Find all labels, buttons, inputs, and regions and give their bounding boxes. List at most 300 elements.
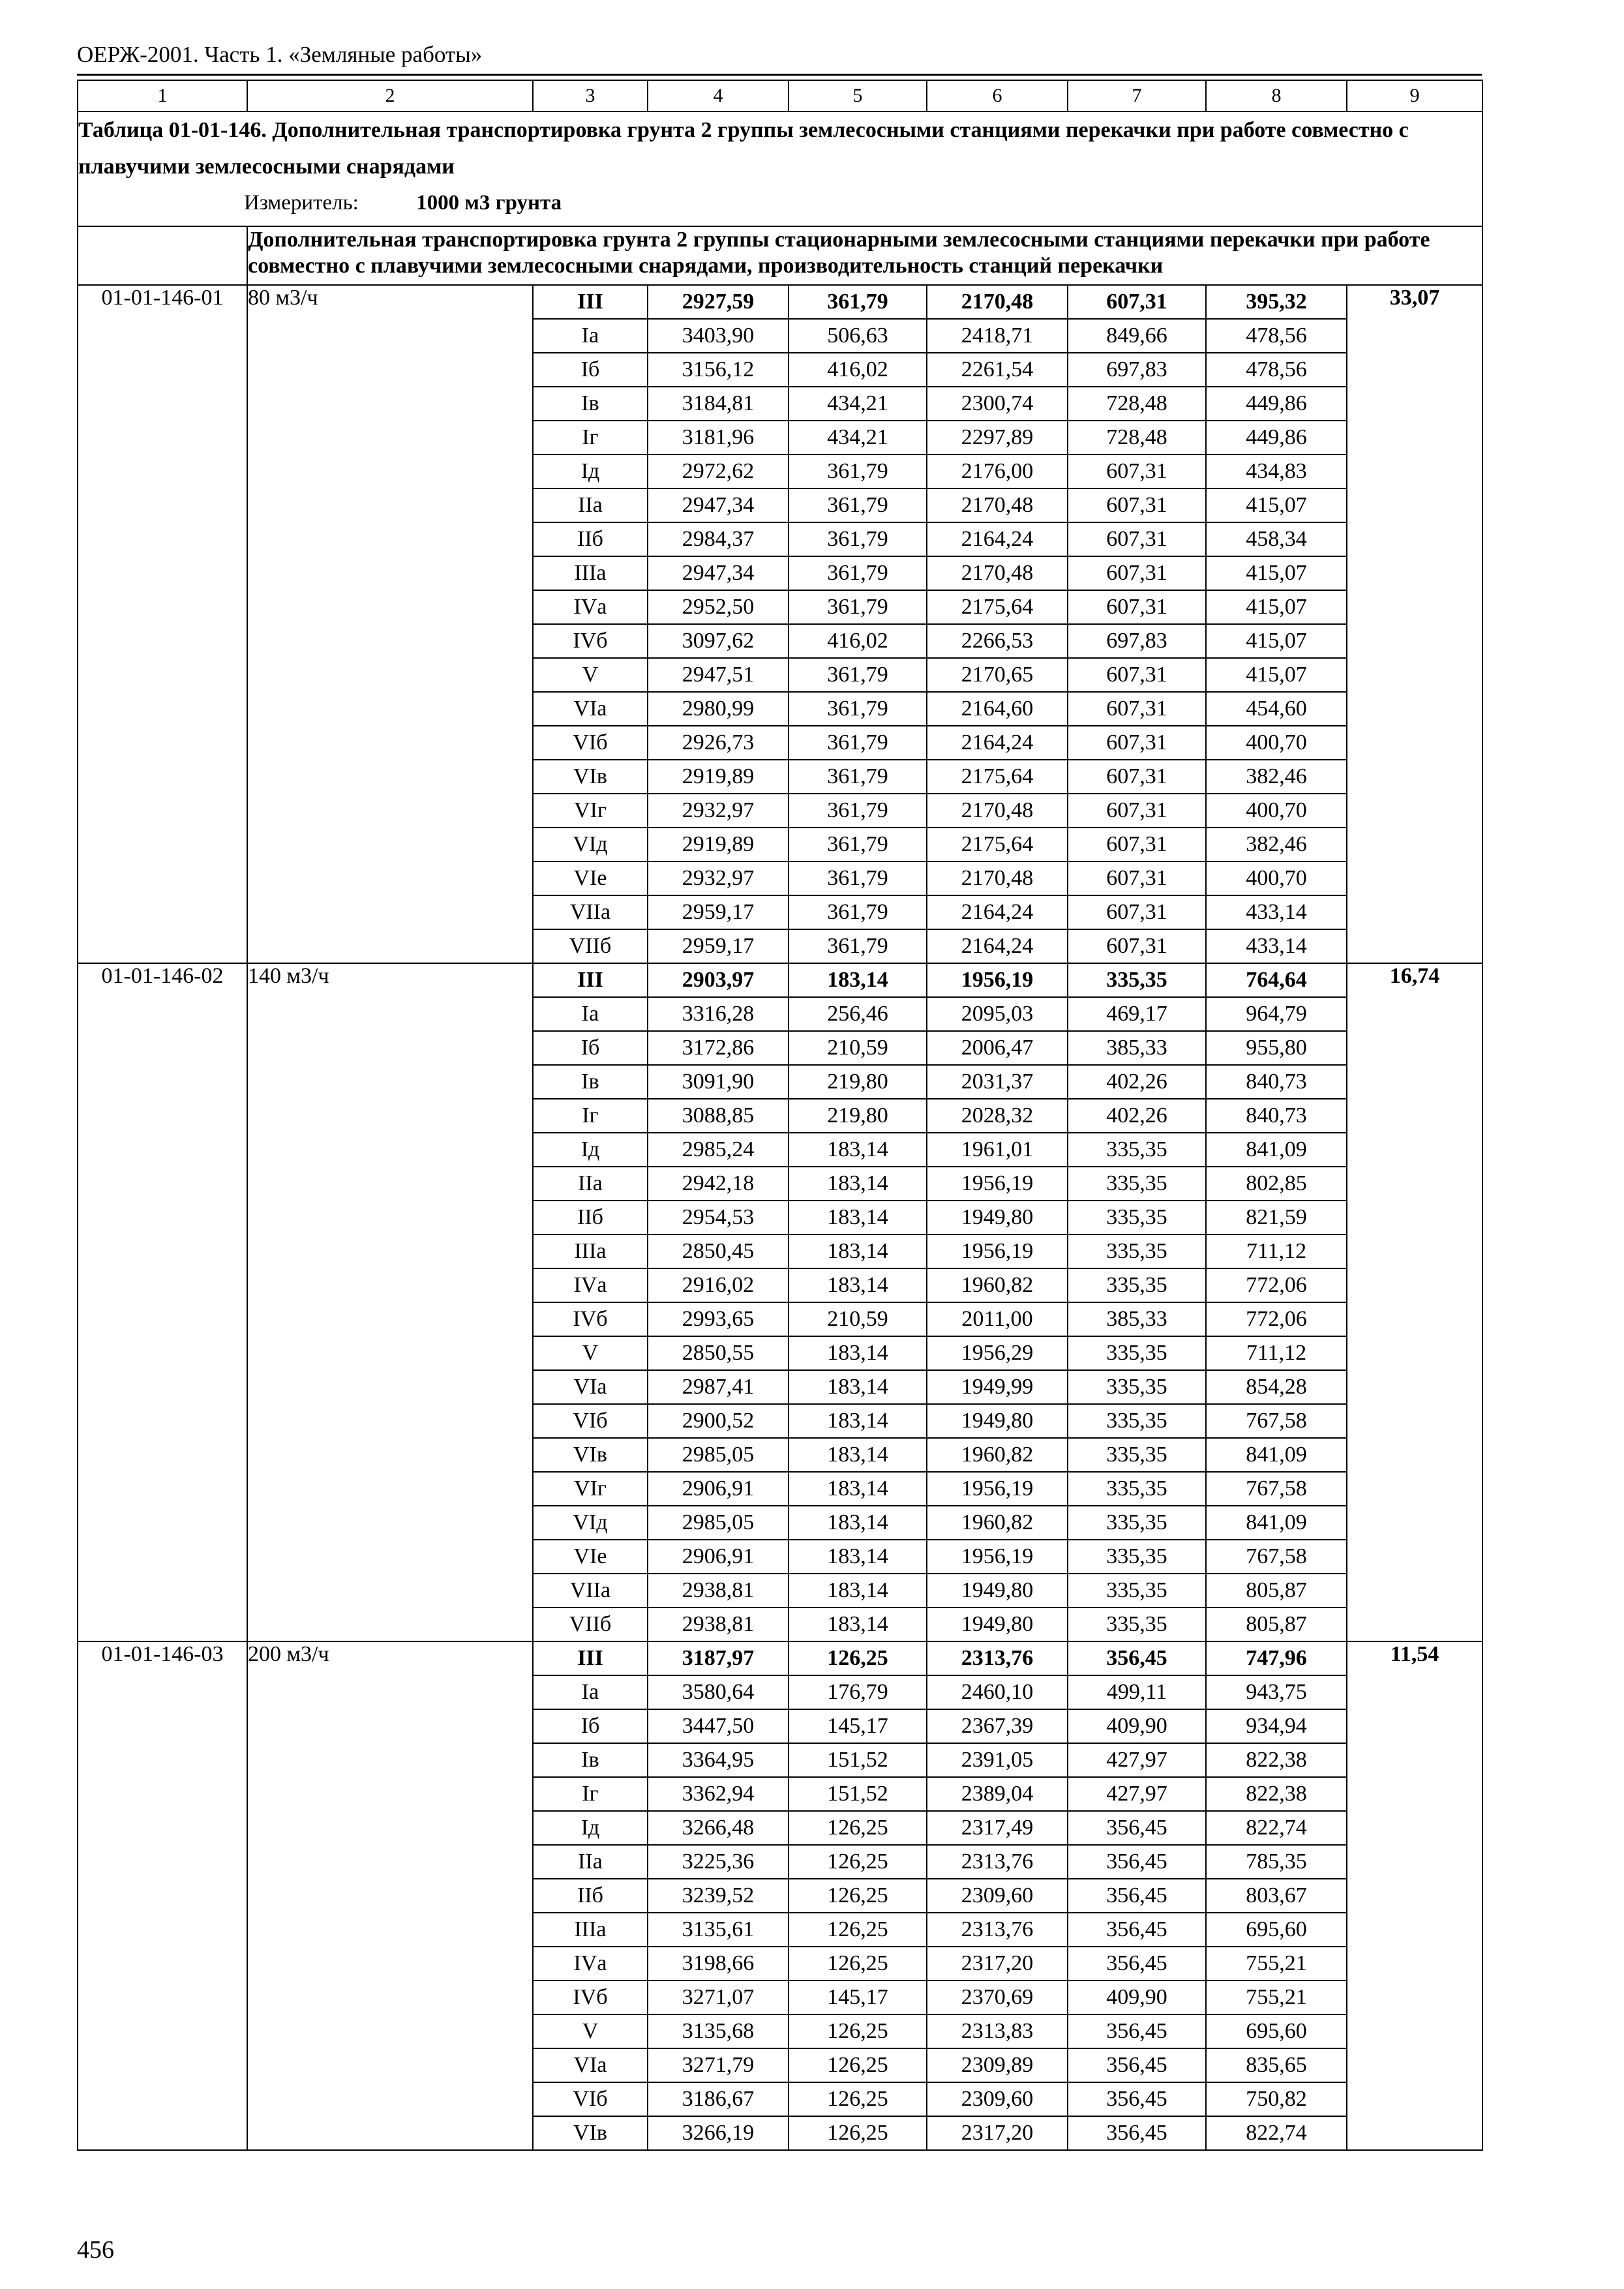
total-cell: 2926,73	[648, 726, 789, 760]
class-cell: VIд	[533, 828, 648, 861]
class-cell: VIе	[533, 1540, 648, 1574]
table-row	[78, 285, 1482, 319]
table-title-cell	[78, 112, 1482, 226]
machinist-wages-cell: 607,31	[1068, 285, 1206, 319]
materials-cell: 415,07	[1206, 658, 1347, 692]
materials-cell: 415,07	[1206, 624, 1347, 658]
machinist-wages-cell: 607,31	[1068, 658, 1206, 692]
class-cell: IIа	[533, 1845, 648, 1879]
class-cell: VIб	[533, 2082, 648, 2116]
wages-cell: 126,25	[789, 1641, 927, 1675]
machinist-wages-cell: 335,35	[1068, 1370, 1206, 1404]
machinist-wages-cell: 607,31	[1068, 455, 1206, 488]
class-cell: Iб	[533, 353, 648, 387]
wages-cell: 361,79	[789, 658, 927, 692]
machinist-wages-cell: 335,35	[1068, 1540, 1206, 1574]
header-rule	[77, 74, 1482, 76]
machines-cell: 1960,82	[927, 1268, 1068, 1302]
wages-cell: 361,79	[789, 556, 927, 590]
total-cell: 3316,28	[648, 997, 789, 1031]
machines-cell: 2170,48	[927, 861, 1068, 895]
machinist-wages-cell: 607,31	[1068, 522, 1206, 556]
machinist-wages-cell: 356,45	[1068, 1947, 1206, 1981]
column-number: 2	[247, 80, 533, 112]
total-cell: 2900,52	[648, 1404, 789, 1438]
class-cell: Iа	[533, 319, 648, 353]
machines-cell: 1949,80	[927, 1608, 1068, 1641]
wages-cell: 126,25	[789, 2048, 927, 2082]
class-cell: VIв	[533, 1438, 648, 1472]
machines-cell: 2164,24	[927, 522, 1068, 556]
machines-cell: 2006,47	[927, 1031, 1068, 1065]
machinist-wages-cell: 607,31	[1068, 556, 1206, 590]
materials-cell: 415,07	[1206, 488, 1347, 522]
machines-cell: 2266,53	[927, 624, 1068, 658]
machinist-wages-cell: 335,35	[1068, 1234, 1206, 1268]
wages-cell: 183,14	[789, 1404, 927, 1438]
class-cell: VIг	[533, 794, 648, 828]
materials-cell: 478,56	[1206, 319, 1347, 353]
wages-cell: 361,79	[789, 285, 927, 319]
materials-cell: 822,74	[1206, 2116, 1347, 2150]
materials-cell: 805,87	[1206, 1608, 1347, 1641]
materials-cell: 934,94	[1206, 1709, 1347, 1743]
rate-cell: 200 м3/ч	[247, 1641, 533, 2150]
materials-cell: 821,59	[1206, 1201, 1347, 1234]
class-cell: IVа	[533, 590, 648, 624]
wages-cell: 126,25	[789, 1913, 927, 1947]
materials-cell: 841,09	[1206, 1506, 1347, 1540]
machines-cell: 1956,19	[927, 1234, 1068, 1268]
materials-cell: 382,46	[1206, 828, 1347, 861]
total-cell: 3186,67	[648, 2082, 789, 2116]
machinist-wages-cell: 607,31	[1068, 794, 1206, 828]
wages-cell: 183,14	[789, 1540, 927, 1574]
machinist-wages-cell: 607,31	[1068, 861, 1206, 895]
machines-cell: 2170,48	[927, 285, 1068, 319]
wages-cell: 361,79	[789, 760, 927, 794]
machinist-wages-cell: 335,35	[1068, 1608, 1206, 1641]
wages-cell: 126,25	[789, 1879, 927, 1913]
machines-cell: 2261,54	[927, 353, 1068, 387]
machinist-wages-cell: 356,45	[1068, 1811, 1206, 1845]
total-cell: 3156,12	[648, 353, 789, 387]
meter-line	[78, 189, 1482, 217]
materials-cell: 755,21	[1206, 1947, 1347, 1981]
machines-cell: 1956,19	[927, 1472, 1068, 1506]
class-cell: IIа	[533, 1167, 648, 1201]
machinist-wages-cell: 427,97	[1068, 1777, 1206, 1811]
wages-cell: 126,25	[789, 1845, 927, 1879]
wages-cell: 183,14	[789, 1608, 927, 1641]
total-cell: 2916,02	[648, 1268, 789, 1302]
machines-cell: 2164,24	[927, 929, 1068, 963]
wages-cell: 183,14	[789, 963, 927, 997]
wages-cell: 183,14	[789, 1336, 927, 1370]
total-cell: 3266,48	[648, 1811, 789, 1845]
machinist-wages-cell: 356,45	[1068, 2082, 1206, 2116]
class-cell: VIб	[533, 726, 648, 760]
column-number: 5	[789, 80, 927, 112]
machines-cell: 2313,76	[927, 1913, 1068, 1947]
materials-cell: 822,74	[1206, 1811, 1347, 1845]
wages-cell: 361,79	[789, 895, 927, 929]
wages-cell: 219,80	[789, 1065, 927, 1099]
machinist-wages-cell: 385,33	[1068, 1031, 1206, 1065]
total-cell: 2980,99	[648, 692, 789, 726]
meter-value: 1000 м3 грунта	[416, 191, 562, 215]
class-cell: V	[533, 1336, 648, 1370]
wages-cell: 126,25	[789, 2116, 927, 2150]
class-cell: VIв	[533, 2116, 648, 2150]
materials-cell: 805,87	[1206, 1574, 1347, 1608]
class-cell: VIIа	[533, 895, 648, 929]
labor-cell: 16,74	[1347, 963, 1482, 1641]
machinist-wages-cell: 607,31	[1068, 760, 1206, 794]
wages-cell: 183,14	[789, 1167, 927, 1201]
materials-cell: 711,12	[1206, 1336, 1347, 1370]
class-cell: Iг	[533, 1099, 648, 1133]
machines-cell: 1960,82	[927, 1438, 1068, 1472]
materials-cell: 449,86	[1206, 387, 1347, 421]
wages-cell: 151,52	[789, 1777, 927, 1811]
machines-cell: 2367,39	[927, 1709, 1068, 1743]
machines-cell: 2300,74	[927, 387, 1068, 421]
materials-cell: 764,64	[1206, 963, 1347, 997]
total-cell: 2942,18	[648, 1167, 789, 1201]
machinist-wages-cell: 607,31	[1068, 895, 1206, 929]
machines-cell: 2309,89	[927, 2048, 1068, 2082]
total-cell: 2932,97	[648, 794, 789, 828]
machines-cell: 2313,83	[927, 2014, 1068, 2048]
wages-cell: 361,79	[789, 828, 927, 861]
total-cell: 2985,24	[648, 1133, 789, 1167]
class-cell: VIв	[533, 760, 648, 794]
machinist-wages-cell: 402,26	[1068, 1065, 1206, 1099]
machines-cell: 2095,03	[927, 997, 1068, 1031]
materials-cell: 822,38	[1206, 1777, 1347, 1811]
total-cell: 2984,37	[648, 522, 789, 556]
total-cell: 3172,86	[648, 1031, 789, 1065]
machinist-wages-cell: 697,83	[1068, 353, 1206, 387]
class-cell: Iв	[533, 1065, 648, 1099]
wages-cell: 126,25	[789, 2082, 927, 2116]
machinist-wages-cell: 697,83	[1068, 624, 1206, 658]
class-cell: Iд	[533, 1811, 648, 1845]
class-cell: VIб	[533, 1404, 648, 1438]
machinist-wages-cell: 335,35	[1068, 1268, 1206, 1302]
table-title: Таблица 01-01-146. Дополнительная транспортировка грунта 2 группы землесосными станциями перекачки при работе совместно с плавучими землесосными снарядами	[78, 118, 1409, 179]
materials-cell: 802,85	[1206, 1167, 1347, 1201]
table-row	[78, 1641, 1482, 1675]
materials-cell: 785,35	[1206, 1845, 1347, 1879]
machines-cell: 1949,80	[927, 1574, 1068, 1608]
materials-cell: 695,60	[1206, 2014, 1347, 2048]
machines-cell: 2164,60	[927, 692, 1068, 726]
total-cell: 3198,66	[648, 1947, 789, 1981]
machines-cell: 2170,48	[927, 794, 1068, 828]
total-cell: 2938,81	[648, 1574, 789, 1608]
machinist-wages-cell: 469,17	[1068, 997, 1206, 1031]
class-cell: Iа	[533, 997, 648, 1031]
machines-cell: 2164,24	[927, 726, 1068, 760]
class-cell: Iа	[533, 1675, 648, 1709]
total-cell: 2959,17	[648, 895, 789, 929]
materials-cell: 478,56	[1206, 353, 1347, 387]
materials-cell: 840,73	[1206, 1065, 1347, 1099]
wages-cell: 416,02	[789, 353, 927, 387]
materials-cell: 382,46	[1206, 760, 1347, 794]
machines-cell: 1949,80	[927, 1404, 1068, 1438]
machines-cell: 2309,60	[927, 1879, 1068, 1913]
machinist-wages-cell: 607,31	[1068, 692, 1206, 726]
machines-cell: 2170,48	[927, 556, 1068, 590]
total-cell: 2972,62	[648, 455, 789, 488]
materials-cell: 400,70	[1206, 726, 1347, 760]
labor-cell: 33,07	[1347, 285, 1482, 963]
total-cell: 3225,36	[648, 1845, 789, 1879]
wages-cell: 210,59	[789, 1031, 927, 1065]
total-cell: 2947,34	[648, 488, 789, 522]
wages-cell: 126,25	[789, 1947, 927, 1981]
materials-cell: 400,70	[1206, 861, 1347, 895]
machinist-wages-cell: 607,31	[1068, 929, 1206, 963]
class-cell: V	[533, 658, 648, 692]
machinist-wages-cell: 335,35	[1068, 963, 1206, 997]
machines-cell: 2170,65	[927, 658, 1068, 692]
total-cell: 2932,97	[648, 861, 789, 895]
machines-cell: 2317,20	[927, 2116, 1068, 2150]
machinist-wages-cell: 356,45	[1068, 2116, 1206, 2150]
page-number: 456	[77, 2236, 114, 2264]
machines-cell: 1956,19	[927, 1540, 1068, 1574]
machinist-wages-cell: 409,90	[1068, 1981, 1206, 2014]
wages-cell: 183,14	[789, 1234, 927, 1268]
class-cell: VIе	[533, 861, 648, 895]
class-cell: VIа	[533, 2048, 648, 2082]
machinist-wages-cell: 607,31	[1068, 590, 1206, 624]
wages-cell: 183,14	[789, 1201, 927, 1234]
wages-cell: 210,59	[789, 1302, 927, 1336]
meter-label: Измеритель:	[244, 191, 359, 215]
rate-cell: 80 м3/ч	[247, 285, 533, 963]
machinist-wages-cell: 356,45	[1068, 1879, 1206, 1913]
wages-cell: 506,63	[789, 319, 927, 353]
machinist-wages-cell: 728,48	[1068, 387, 1206, 421]
subtitle-blank	[78, 226, 247, 285]
total-cell: 2947,51	[648, 658, 789, 692]
wages-cell: 361,79	[789, 488, 927, 522]
table-row	[78, 963, 1482, 997]
column-number: 4	[648, 80, 789, 112]
total-cell: 2927,59	[648, 285, 789, 319]
class-cell: IIIа	[533, 1913, 648, 1947]
machinist-wages-cell: 402,26	[1068, 1099, 1206, 1133]
class-cell: IIIа	[533, 556, 648, 590]
machinist-wages-cell: 849,66	[1068, 319, 1206, 353]
class-cell: IVа	[533, 1268, 648, 1302]
materials-cell: 695,60	[1206, 1913, 1347, 1947]
machines-cell: 1949,99	[927, 1370, 1068, 1404]
machines-cell: 2418,71	[927, 319, 1068, 353]
materials-cell: 835,65	[1206, 2048, 1347, 2082]
class-cell: Iв	[533, 1743, 648, 1777]
total-cell: 2850,55	[648, 1336, 789, 1370]
machinist-wages-cell: 427,97	[1068, 1743, 1206, 1777]
wages-cell: 219,80	[789, 1099, 927, 1133]
class-cell: IIб	[533, 1201, 648, 1234]
column-number: 3	[533, 80, 648, 112]
machinist-wages-cell: 335,35	[1068, 1201, 1206, 1234]
total-cell: 3266,19	[648, 2116, 789, 2150]
wages-cell: 145,17	[789, 1709, 927, 1743]
machinist-wages-cell: 335,35	[1068, 1133, 1206, 1167]
machines-cell: 2175,64	[927, 590, 1068, 624]
class-cell: IVб	[533, 624, 648, 658]
machines-cell: 1956,29	[927, 1336, 1068, 1370]
materials-cell: 772,06	[1206, 1268, 1347, 1302]
machinist-wages-cell: 607,31	[1068, 726, 1206, 760]
materials-cell: 400,70	[1206, 794, 1347, 828]
machinist-wages-cell: 335,35	[1068, 1472, 1206, 1506]
machinist-wages-cell: 499,11	[1068, 1675, 1206, 1709]
total-cell: 2985,05	[648, 1506, 789, 1540]
wages-cell: 183,14	[789, 1268, 927, 1302]
class-cell: VIIб	[533, 929, 648, 963]
class-cell: Iб	[533, 1031, 648, 1065]
class-cell: VIа	[533, 692, 648, 726]
materials-cell: 840,73	[1206, 1099, 1347, 1133]
machinist-wages-cell: 385,33	[1068, 1302, 1206, 1336]
machinist-wages-cell: 335,35	[1068, 1574, 1206, 1608]
machines-cell: 1960,82	[927, 1506, 1068, 1540]
wages-cell: 145,17	[789, 1981, 927, 2014]
total-cell: 2919,89	[648, 828, 789, 861]
class-cell: Iд	[533, 1133, 648, 1167]
wages-cell: 151,52	[789, 1743, 927, 1777]
wages-cell: 361,79	[789, 590, 927, 624]
rate-cell: 140 м3/ч	[247, 963, 533, 1641]
materials-cell: 433,14	[1206, 929, 1347, 963]
materials-cell: 943,75	[1206, 1675, 1347, 1709]
wages-cell: 126,25	[789, 1811, 927, 1845]
total-cell: 3362,94	[648, 1777, 789, 1811]
materials-cell: 415,07	[1206, 556, 1347, 590]
machines-cell: 2309,60	[927, 2082, 1068, 2116]
norms-table	[77, 80, 1483, 2151]
wages-cell: 361,79	[789, 794, 927, 828]
total-cell: 3271,79	[648, 2048, 789, 2082]
wages-cell: 183,14	[789, 1574, 927, 1608]
total-cell: 3239,52	[648, 1879, 789, 1913]
class-cell: Iд	[533, 455, 648, 488]
wages-cell: 361,79	[789, 861, 927, 895]
column-number: 9	[1347, 80, 1482, 112]
class-cell: IVа	[533, 1947, 648, 1981]
machinist-wages-cell: 335,35	[1068, 1404, 1206, 1438]
wages-cell: 434,21	[789, 421, 927, 455]
materials-cell: 433,14	[1206, 895, 1347, 929]
machinist-wages-cell: 356,45	[1068, 2014, 1206, 2048]
class-cell: VIд	[533, 1506, 648, 1540]
total-cell: 3447,50	[648, 1709, 789, 1743]
code-cell: 01-01-146-01	[78, 285, 247, 963]
machines-cell: 2313,76	[927, 1641, 1068, 1675]
total-cell: 2906,91	[648, 1472, 789, 1506]
total-cell: 2850,45	[648, 1234, 789, 1268]
materials-cell: 767,58	[1206, 1472, 1347, 1506]
machines-cell: 2389,04	[927, 1777, 1068, 1811]
total-cell: 2993,65	[648, 1302, 789, 1336]
machinist-wages-cell: 409,90	[1068, 1709, 1206, 1743]
materials-cell: 755,21	[1206, 1981, 1347, 2014]
materials-cell: 711,12	[1206, 1234, 1347, 1268]
machinist-wages-cell: 607,31	[1068, 488, 1206, 522]
wages-cell: 183,14	[789, 1472, 927, 1506]
machinist-wages-cell: 607,31	[1068, 828, 1206, 861]
class-cell: V	[533, 2014, 648, 2048]
machinist-wages-cell: 335,35	[1068, 1438, 1206, 1472]
materials-cell: 767,58	[1206, 1404, 1347, 1438]
class-cell: VIа	[533, 1370, 648, 1404]
materials-cell: 395,32	[1206, 285, 1347, 319]
code-cell: 01-01-146-02	[78, 963, 247, 1641]
materials-cell: 803,67	[1206, 1879, 1347, 1913]
column-number: 8	[1206, 80, 1347, 112]
total-cell: 3271,07	[648, 1981, 789, 2014]
machines-cell: 1961,01	[927, 1133, 1068, 1167]
total-cell: 3580,64	[648, 1675, 789, 1709]
total-cell: 3184,81	[648, 387, 789, 421]
class-cell: IIб	[533, 522, 648, 556]
wages-cell: 256,46	[789, 997, 927, 1031]
total-cell: 2938,81	[648, 1608, 789, 1641]
total-cell: 2906,91	[648, 1540, 789, 1574]
wages-cell: 126,25	[789, 2014, 927, 2048]
machines-cell: 2370,69	[927, 1981, 1068, 2014]
wages-cell: 361,79	[789, 455, 927, 488]
total-cell: 2954,53	[648, 1201, 789, 1234]
class-cell: IVб	[533, 1302, 648, 1336]
labor-cell: 11,54	[1347, 1641, 1482, 2150]
class-cell: III	[533, 963, 648, 997]
machines-cell: 1949,80	[927, 1201, 1068, 1234]
wages-cell: 361,79	[789, 726, 927, 760]
class-cell: IIIа	[533, 1234, 648, 1268]
machines-cell: 2170,48	[927, 488, 1068, 522]
materials-cell: 964,79	[1206, 997, 1347, 1031]
column-number-row	[78, 80, 1482, 112]
class-cell: IIб	[533, 1879, 648, 1913]
machines-cell: 2175,64	[927, 828, 1068, 861]
total-cell: 3181,96	[648, 421, 789, 455]
column-number: 1	[78, 80, 247, 112]
total-cell: 3091,90	[648, 1065, 789, 1099]
materials-cell: 822,38	[1206, 1743, 1347, 1777]
total-cell: 3364,95	[648, 1743, 789, 1777]
machines-cell: 2317,20	[927, 1947, 1068, 1981]
wages-cell: 183,14	[789, 1133, 927, 1167]
machines-cell: 2011,00	[927, 1302, 1068, 1336]
subtitle: Дополнительная транспортировка грунта 2 группы стационарными землесосными станциями перекачки при работе совместно с плавучими землесосными снарядами, производительность станций перекачки	[247, 226, 1482, 285]
materials-cell: 449,86	[1206, 421, 1347, 455]
materials-cell: 841,09	[1206, 1438, 1347, 1472]
materials-cell: 434,83	[1206, 455, 1347, 488]
machinist-wages-cell: 728,48	[1068, 421, 1206, 455]
wages-cell: 361,79	[789, 692, 927, 726]
machines-cell: 2297,89	[927, 421, 1068, 455]
total-cell: 2919,89	[648, 760, 789, 794]
